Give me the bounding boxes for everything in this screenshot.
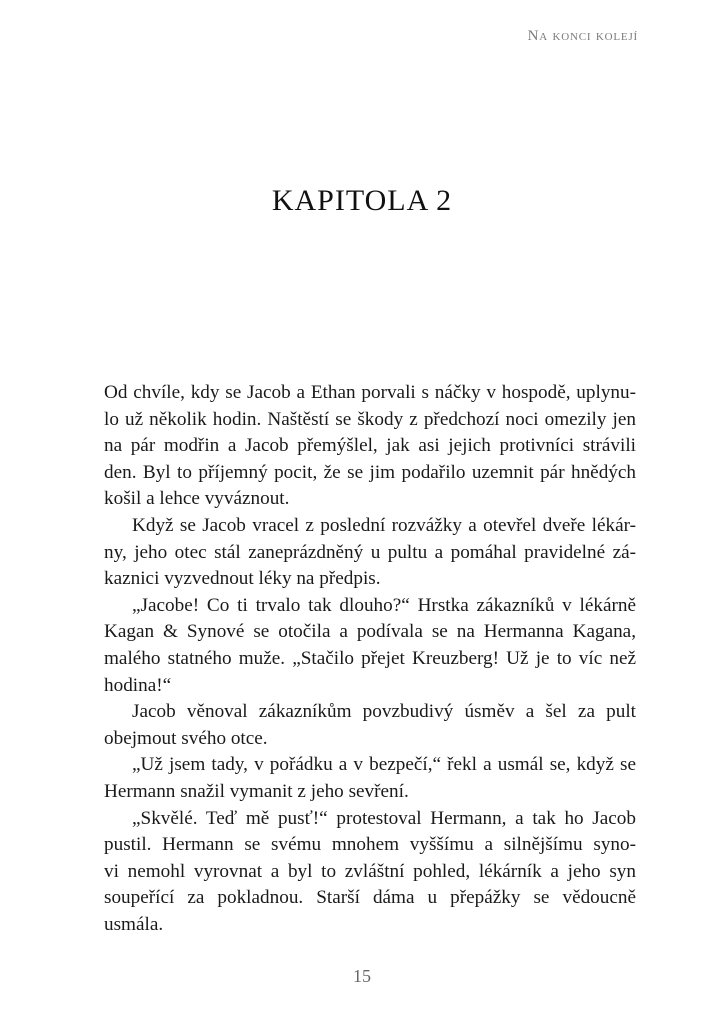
running-head: Na konci kolejí xyxy=(527,28,638,44)
text-line: kaznici vyzvednout léky na předpis. xyxy=(104,568,381,590)
text-line: usmála. xyxy=(104,913,164,935)
text-line: Od chvíle, kdy se Jacob a Ethan porvali s náčky v hospodě, uplynu- xyxy=(104,382,636,403)
text-line: lo už několik hodin. Naštěstí se škody z předchozí noci omezily jen xyxy=(104,408,636,430)
body-text xyxy=(104,380,636,938)
text-line: ny, jeho otec stál zaneprázdněný u pultu a pomáhal pravidelné zá- xyxy=(104,541,636,563)
text-line: den. Byl to příjemný pocit, že se jim podařilo uzemnit pár hnědých xyxy=(104,461,636,483)
text-line: soupeřící za pokladnou. Starší dáma u přepážky se vědoucně xyxy=(104,887,636,909)
text-line: Jacob věnoval zákazníkům povzbudivý úsměv a šel za pult xyxy=(132,701,636,723)
text-line: Kagan & Synové se otočila a podívala se na Hermanna Kagana, xyxy=(104,621,636,643)
page-number: 15 xyxy=(353,966,371,986)
text-line: vi nemohl vyrovnat a byl to zvláštní pohled, lékárník a jeho syn xyxy=(104,860,636,882)
text-line: „Už jsem tady, v pořádku a v bezpečí,“ řekl a usmál se, když se xyxy=(132,754,636,776)
text-line: obejmout svého otce. xyxy=(104,727,268,749)
text-line: Když se Jacob vracel z poslední rozvážky a otevřel dveře lékár- xyxy=(132,514,636,536)
text-line: „Jacobe! Co ti trvalo tak dlouho?“ Hrstka zákazníků v lékárně xyxy=(132,594,636,616)
text-line: pustil. Hermann se svému mnohem vyššímu a silnějšímu syno- xyxy=(104,834,636,856)
text-line: Hermann snažil vymanit z jeho sevření. xyxy=(104,780,409,802)
text-line: „Skvělé. Teď mě pusť!“ protestoval Hermann, a tak ho Jacob xyxy=(132,807,636,829)
chapter-title: KAPITOLA 2 xyxy=(271,184,453,217)
text-line: na pár modřin a Jacob přemýšlel, jak asi jejich protivníci strávili xyxy=(104,435,636,457)
text-line: košil a lehce vyváznout. xyxy=(104,488,290,510)
text-line: malého statného muže. „Stačilo přejet Kreuzberg! Už je to víc než xyxy=(104,647,636,669)
text-line: hodina!“ xyxy=(104,674,172,696)
